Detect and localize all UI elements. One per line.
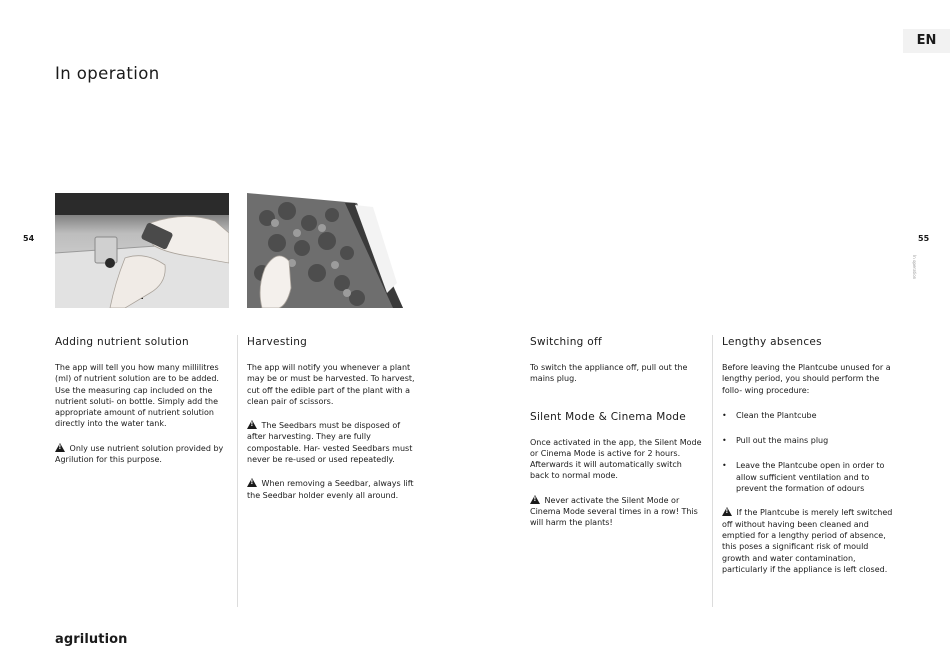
page-title: In operation	[55, 64, 160, 83]
column-divider	[237, 335, 238, 607]
page-number-right: 55	[918, 234, 930, 243]
lengthy-steps	[722, 410, 894, 494]
switching-section	[530, 335, 702, 529]
brand-logo: agrilution	[55, 632, 128, 647]
warning-icon	[530, 495, 540, 504]
lengthy-section	[722, 335, 894, 575]
nutrient-body: The app will tell you how many millilitres (ml) of nutrient solution are to be added. Use the measuring cap included on the nutrient soluti- on bottle. Simply add the appropriate amount of nutrient solution directly into the water tank.	[55, 363, 219, 429]
language-badge: EN	[903, 29, 950, 53]
harvesting-section	[247, 335, 419, 501]
harvesting-warning-1-text: The Seedbars must be disposed of after harvesting. They are fully compostable. Har- vested Seedbars must never be re-used or used repeatedly.	[247, 421, 413, 465]
silent-warning	[530, 495, 702, 529]
harvesting-heading: Harvesting	[247, 336, 308, 348]
silent-warning-text: Never activate the Silent Mode or Cinema Mode several times in a row! This will harm the plants!	[530, 495, 698, 528]
nutrient-warning-text: Only use nutrient solution provided by Agrilution for this purpose.	[55, 443, 224, 465]
harvesting-warning-2	[247, 478, 419, 501]
warning-icon	[55, 443, 65, 452]
harvesting-warning-2-text: When removing a Seedbar, always lift the Seedbar holder evenly all around.	[247, 479, 414, 500]
switching-heading: Switching off	[530, 336, 603, 348]
lengthy-body: Before leaving the Plantcube unused for a lengthy period, you should perform the follo- wing procedure:	[722, 363, 891, 395]
list-item: • Leave the Plantcube open in order to allow sufficient ventilation and to prevent the formation of odours	[722, 460, 894, 494]
warning-icon	[722, 507, 732, 516]
harvesting-warning-1	[247, 420, 419, 465]
warning-icon	[247, 478, 257, 487]
lengthy-warning-text: If the Plantcube is merely left switched off without having been cleaned and emptied for a lengthy period of absence, this poses a significant risk of mould growth and water contamination, particularly if the appliance is left closed.	[722, 508, 893, 574]
harvesting-photo	[247, 193, 403, 308]
silent-body: Once activated in the app, the Silent Mode or Cinema Mode is active for 2 hours. Afterwards it will automatically switch back to normal mode.	[530, 437, 702, 481]
silent-heading: Silent Mode & Cinema Mode	[530, 410, 687, 423]
page-number-left: 54	[23, 234, 35, 243]
lengthy-warning	[722, 507, 894, 575]
nutrient-heading: Adding nutrient solution	[55, 336, 189, 348]
list-item: • Clean the Plantcube	[722, 410, 894, 421]
nutrient-section	[55, 335, 233, 465]
warning-icon	[247, 420, 257, 429]
harvesting-body: The app will notify you whenever a plant may be or must be harvested. To harvest, cut off the edible part of the plant with a clean pair of scissors.	[247, 363, 415, 406]
nutrient-photo	[55, 193, 229, 308]
side-section-label: In operation	[912, 255, 917, 280]
column-divider	[712, 335, 713, 607]
nutrient-warning	[55, 443, 233, 466]
switching-body: To switch the appliance off, pull out the mains plug.	[530, 363, 688, 384]
list-item: • Pull out the mains plug	[722, 435, 894, 446]
lengthy-heading: Lengthy absences	[722, 336, 822, 348]
